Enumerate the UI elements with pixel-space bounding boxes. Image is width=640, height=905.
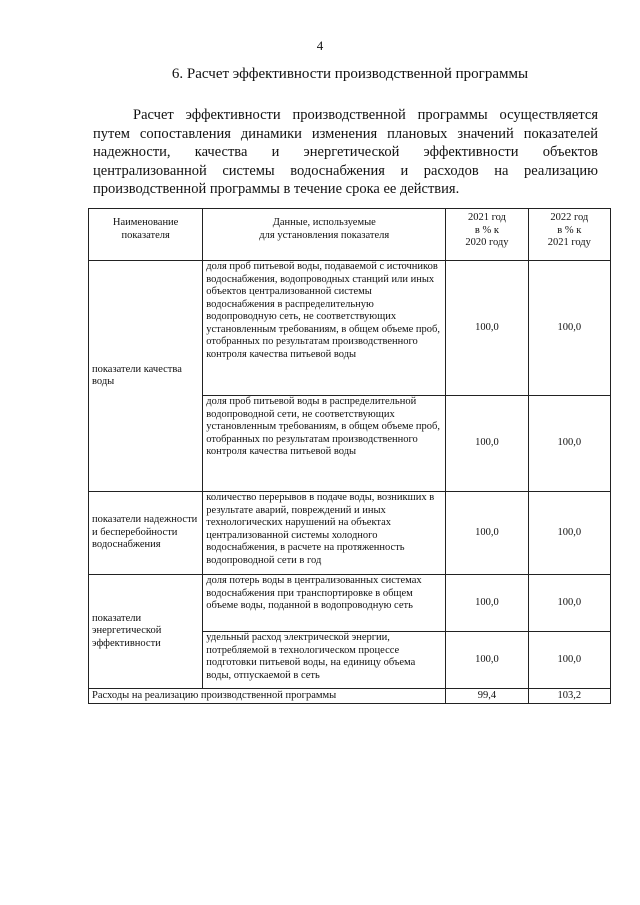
row-data-text: количество перерывов в подаче воды, возникших в результате аварий, повреждений и иных технологических нарушений на объектах централизованной системы холодного водоснабжения, в расчете на протяженность водопроводной сети в год	[203, 492, 446, 575]
group-quality: показатели качества воды	[89, 261, 203, 492]
section-heading: 6. Расчет эффективности производственной программы	[171, 66, 529, 82]
row-data-text: доля потерь воды в централизованных системах водоснабжения при транспортировке в общем объеме воды, поданной в водопроводную сеть	[203, 575, 446, 632]
value-2022: 100,0	[528, 396, 610, 492]
value-2022: 100,0	[528, 575, 610, 632]
header-data-used: Данные, используемые для установления показателя	[203, 209, 446, 261]
value-2021: 100,0	[446, 396, 528, 492]
value-2021: 100,0	[446, 261, 528, 396]
table-row	[89, 492, 611, 575]
table-row	[89, 575, 611, 632]
group-reliability: показатели надежности и бесперебойности водоснабжения	[89, 492, 203, 575]
header-2021: 2021 год в % к 2020 году	[446, 209, 528, 261]
total-2021: 99,4	[446, 689, 528, 704]
row-data-text: доля проб питьевой воды в распределительной водопроводной сети, не соответствующих установленным требованиям, в общем объеме проб, отобранных по результатам производственного контроля качества питьевой воды	[203, 396, 446, 492]
table-header-row	[89, 209, 611, 261]
table-row	[89, 261, 611, 396]
page-number: 4	[316, 38, 324, 53]
value-2021: 100,0	[446, 632, 528, 689]
row-data-text: удельный расход электрической энергии, потребляемой в технологическом процессе подготовки питьевой воды, на единицу объема воды, отпускаемой в сеть	[203, 632, 446, 689]
value-2022: 100,0	[528, 632, 610, 689]
header-indicator-name: Наименование показателя	[89, 209, 203, 261]
total-label: Расходы на реализацию производственной программы	[89, 689, 446, 704]
value-2022: 100,0	[528, 492, 610, 575]
value-2021: 100,0	[446, 575, 528, 632]
value-2022: 100,0	[528, 261, 610, 396]
group-energy: показатели энергетической эффективности	[89, 575, 203, 689]
value-2021: 100,0	[446, 492, 528, 575]
intro-paragraph: Расчет эффективности производственной программы осуществляется путем сопоставления динамики изменения плановых значений показателей надежности, качества и энергетической эффективности объектов централизованной системы водоснабжения и расходов на реализацию производственной программы в течение срока ее действия.	[93, 107, 598, 197]
row-data-text: доля проб питьевой воды, подаваемой с источников водоснабжения, водопроводных станций или иных объектов централизованной системы водоснабжения в распределительную водопроводную сеть, не соответствующих установленным требованиям, в общем объеме проб, отобранных по результатам производственного контроля качества питьевой воды	[203, 261, 446, 396]
total-2022: 103,2	[528, 689, 610, 704]
table-total-row	[89, 689, 611, 704]
header-2022: 2022 год в % к 2021 году	[528, 209, 610, 261]
indicators-table	[88, 208, 611, 704]
